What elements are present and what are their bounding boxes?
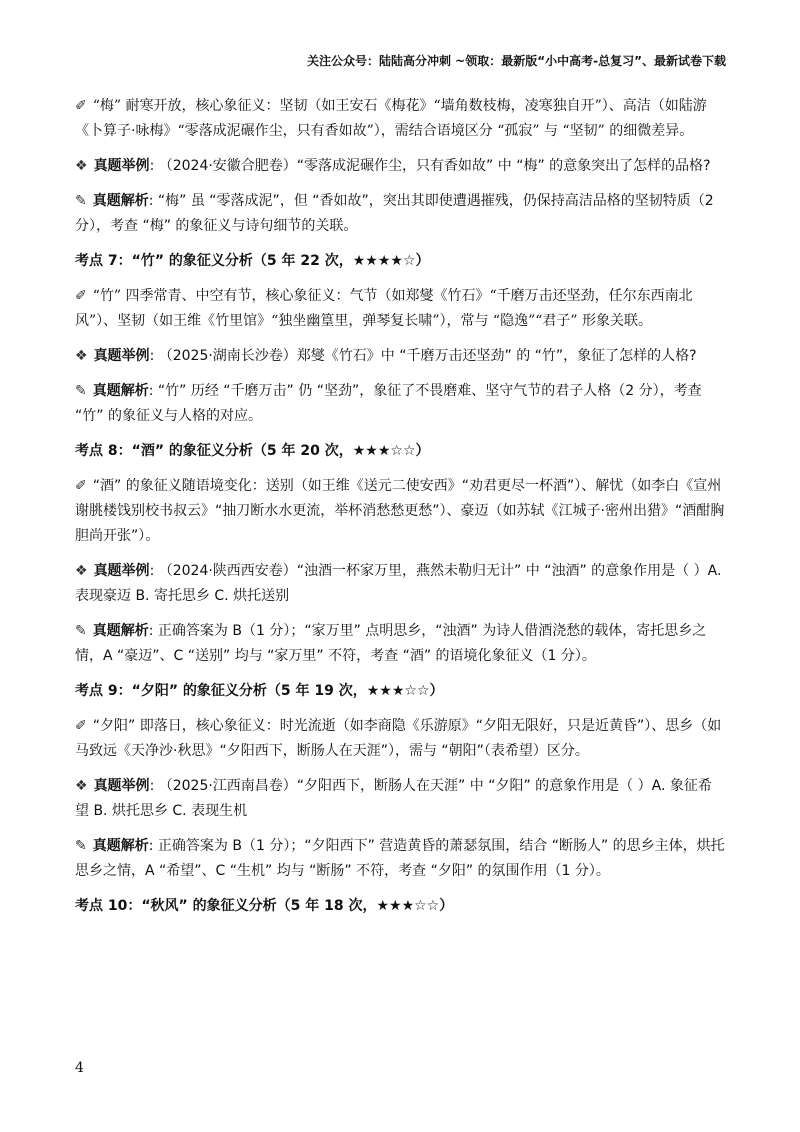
pencil-icon: ✐ — [75, 478, 87, 494]
pen-icon: ✎ — [75, 623, 87, 639]
heading-wine: 考点 8：“酒” 的象征义分析（5 年 20 次，★★★☆☆） — [75, 443, 430, 459]
analysis-bamboo: ✎ 真题解析: “竹” 历经 “千磨万击” 仍 “坚劲”，象征了不畏磨难、坚守气节的君子人格（2 分），考查 “竹” 的象征义与人格的对应。 — [75, 379, 725, 429]
example-bamboo: ❖ 真题举例: （2025·湖南长沙卷）郑燮《竹石》中 “千磨万击还坚劲” 的 “竹”，象征了怎样的人格? — [75, 344, 725, 369]
page-number: 4 — [75, 1060, 84, 1076]
analysis-sunset: ✎ 真题解析: 正确答案为 B（1 分）；“夕阳西下” 营造黄昏的萧瑟氛围，结合 “断肠人” 的思乡主体，烘托思乡之情，A “希望”、C “生机” 均与 “断肠” 不符，考查 “夕阳” 的氛围作用（1 分）。 — [75, 834, 725, 884]
diamond-icon: ❖ — [75, 778, 88, 794]
example-plum: ❖ 真题举例: （2024·安徽合肥卷）“零落成泥碾作尘，只有香如故” 中 “梅” 的意象突出了怎样的品格? — [75, 154, 725, 179]
note-bamboo: ✐ “竹” 四季常青、中空有节，核心象征义：气节（如郑燮《竹石》“千磨万击还坚劲，任尔东西南北风”）、坚韧（如王维《竹里馆》“独坐幽篁里，弹琴复长啸”），常与 “隐逸”“君子” 形象关联。 — [75, 284, 725, 334]
pencil-icon: ✐ — [75, 98, 87, 114]
note-wine: ✐ “酒” 的象征义随语境变化：送别（如王维《送元二使安西》“劝君更尽一杯酒”）、解忧（如李白《宣州谢朓楼饯别校书叔云》“抽刀断水水更流，举杯消愁愁更愁”）、豪迈（如苏轼《江城子·密州出猎》“酒酣胸胆尚开张”）。 — [75, 474, 725, 549]
pen-icon: ✎ — [75, 838, 87, 854]
heading-sunset: 考点 9：“夕阳” 的象征义分析（5 年 19 次，★★★☆☆） — [75, 683, 444, 699]
diamond-icon: ❖ — [75, 563, 88, 579]
document-body — [75, 94, 725, 929]
pencil-icon: ✐ — [75, 718, 87, 734]
heading-autumn-wind: 考点 10：“秋风” 的象征义分析（5 年 18 次，★★★☆☆） — [75, 898, 454, 914]
pen-icon: ✎ — [75, 193, 87, 209]
analysis-plum: ✎ 真题解析: “梅” 虽 “零落成泥”，但 “香如故”，突出其即使遭遇摧残，仍保持高洁品格的坚韧特质（2 分），考查 “梅” 的象征义与诗句细节的关联。 — [75, 189, 725, 239]
example-wine: ❖ 真题举例: （2024·陕西西安卷）“浊酒一杯家万里，燕然未勒归无计” 中 “浊酒” 的意象作用是（ ）A. 表现豪迈 B. 寄托思乡 C. 烘托送别 — [75, 559, 725, 609]
note-sunset: ✐ “夕阳” 即落日，核心象征义：时光流逝（如李商隐《乐游原》“夕阳无限好，只是近黄昏”）、思乡（如马致远《天净沙·秋思》“夕阳西下，断肠人在天涯”），需与 “朝阳”（表希望）区分。 — [75, 714, 725, 764]
note-plum: ✐ “梅” 耐寒开放，核心象征义：坚韧（如王安石《梅花》“墙角数枝梅，凌寒独自开”）、高洁（如陆游《卜算子·咏梅》“零落成泥碾作尘，只有香如故”），需结合语境区分 “孤寂” 与 “坚韧” 的细微差异。 — [75, 94, 725, 144]
example-sunset: ❖ 真题举例: （2025·江西南昌卷）“夕阳西下，断肠人在天涯” 中 “夕阳” 的意象作用是（ ）A. 象征希望 B. 烘托思乡 C. 表现生机 — [75, 774, 725, 824]
pen-icon: ✎ — [75, 383, 87, 399]
pencil-icon: ✐ — [75, 288, 87, 304]
heading-bamboo: 考点 7：“竹” 的象征义分析（5 年 22 次，★★★★☆） — [75, 253, 430, 269]
analysis-wine: ✎ 真题解析: 正确答案为 B（1 分）；“家万里” 点明思乡，“浊酒” 为诗人借酒浇愁的载体，寄托思乡之情，A “豪迈”、C “送别” 均与 “家万里” 不符，考查 “酒” 的语境化象征义（1 分）。 — [75, 619, 725, 669]
diamond-icon: ❖ — [75, 348, 88, 364]
page-header: 关注公众号：陆陆高分冲刺 ~领取：最新版“小中高考-总复习”、最新试卷下载 — [307, 54, 726, 68]
diamond-icon: ❖ — [75, 158, 88, 174]
